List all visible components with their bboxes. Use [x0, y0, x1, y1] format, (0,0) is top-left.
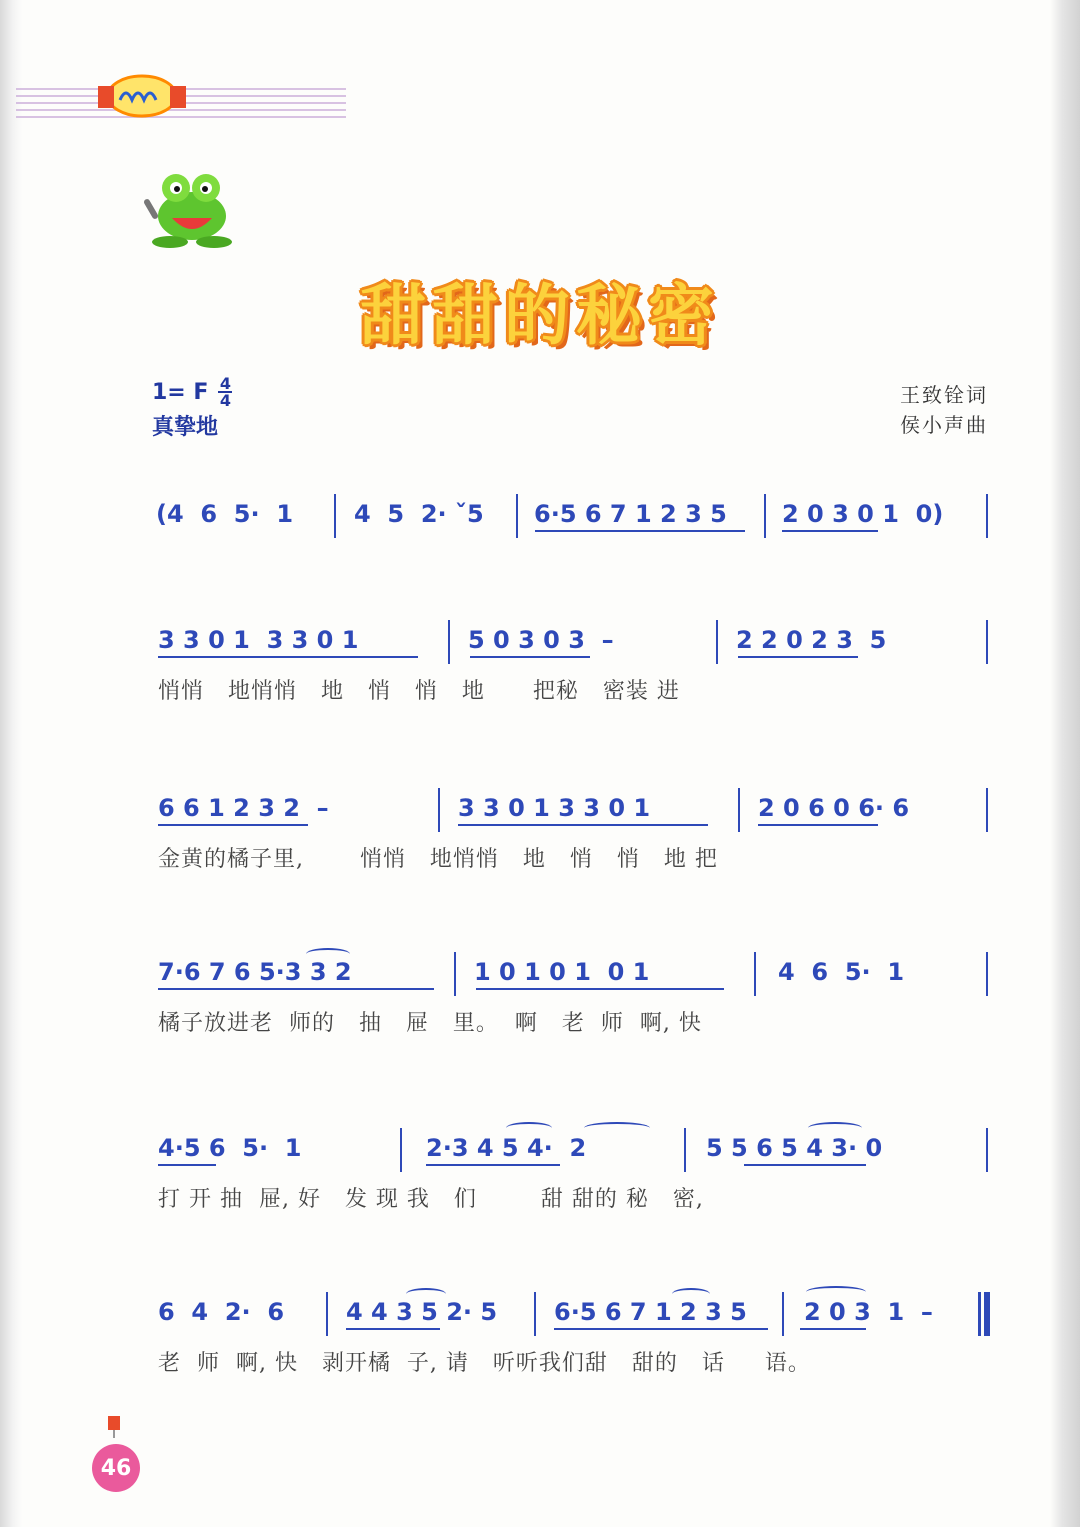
measure: 4 4 3 5 2· 5 — [346, 1298, 498, 1326]
measure: 6·5 6 7 1 2 3 5 — [554, 1298, 747, 1326]
measure: 6·5 6 7 1 2 3 5 — [534, 500, 727, 528]
measure: 4 5 2· ˇ5 — [354, 500, 484, 528]
measure: 3 3 0 1 3 3 0 1 — [458, 794, 651, 822]
score-row-3 — [150, 788, 990, 828]
measure: 2 0 3 1 – — [804, 1298, 933, 1326]
measure: 4 6 5· 1 — [778, 958, 905, 986]
measure: 6 6 1 2 3 2 – — [158, 794, 329, 822]
measure: 6 4 2· 6 — [158, 1298, 285, 1326]
measure: 3 3 0 1 3 3 0 1 — [158, 626, 359, 654]
lyricist-credit: 王致铨词 — [900, 383, 988, 407]
tempo-marking: 真挚地 — [152, 415, 219, 440]
song-title: 甜甜的秘密 — [360, 277, 720, 354]
accordion-logo-icon — [96, 70, 188, 126]
measure: 2·3 4 5 4· 2 — [426, 1134, 587, 1162]
accordion-small-icon — [106, 1414, 122, 1438]
measure: 1 0 1 0 1 0 1 — [474, 958, 650, 986]
score-row-6 — [150, 1292, 990, 1332]
composer-credit: 侯小声曲 — [900, 413, 988, 437]
time-bottom: 4 — [219, 391, 231, 410]
measure: 2 0 6 0 6· 6 — [758, 794, 910, 822]
lyrics-row-4: 橘子放进老 师的 抽 屉 里。 啊 老 师 啊, 快 — [158, 1011, 702, 1036]
page-number: 46 — [92, 1444, 140, 1492]
measure: 7·6 7 6 5·3 3 2 — [158, 958, 352, 986]
measure: 2 2 0 2 3 5 — [736, 626, 887, 654]
time-top: 4 — [219, 374, 231, 393]
key-label: 1= F — [152, 379, 209, 405]
measure: 2 0 3 0 1 0) — [782, 500, 944, 528]
score-row-1 — [150, 494, 990, 534]
credits — [900, 380, 988, 440]
time-signature — [218, 376, 232, 408]
lyrics-row-5: 打 开 抽 屉, 好 发 现 我 们 甜 甜的 秘 密, — [158, 1187, 704, 1212]
frog-singer-icon — [140, 168, 240, 250]
key-signature — [152, 376, 232, 408]
score-row-5 — [150, 1128, 990, 1168]
page-binding-shadow — [0, 0, 22, 1527]
measure: 5 0 3 0 3 – — [468, 626, 614, 654]
score-row-4 — [150, 952, 990, 992]
measure: 4·5 6 5· 1 — [158, 1134, 302, 1162]
lyrics-row-2: 悄悄 地悄悄 地 悄 悄 地 把秘 密装 进 — [158, 679, 680, 704]
score-row-2 — [150, 620, 990, 660]
page-edge-shadow — [1050, 0, 1080, 1527]
lyrics-row-6: 老 师 啊, 快 剥开橘 子, 请 听听我们甜 甜的 话 语。 — [158, 1351, 811, 1376]
measure: 5 5 6 5 4 3· 0 — [706, 1134, 883, 1162]
measure: (4 6 5· 1 — [156, 500, 294, 528]
lyrics-row-3: 金黄的橘子里, 悄悄 地悄悄 地 悄 悄 地 把 — [158, 847, 718, 872]
